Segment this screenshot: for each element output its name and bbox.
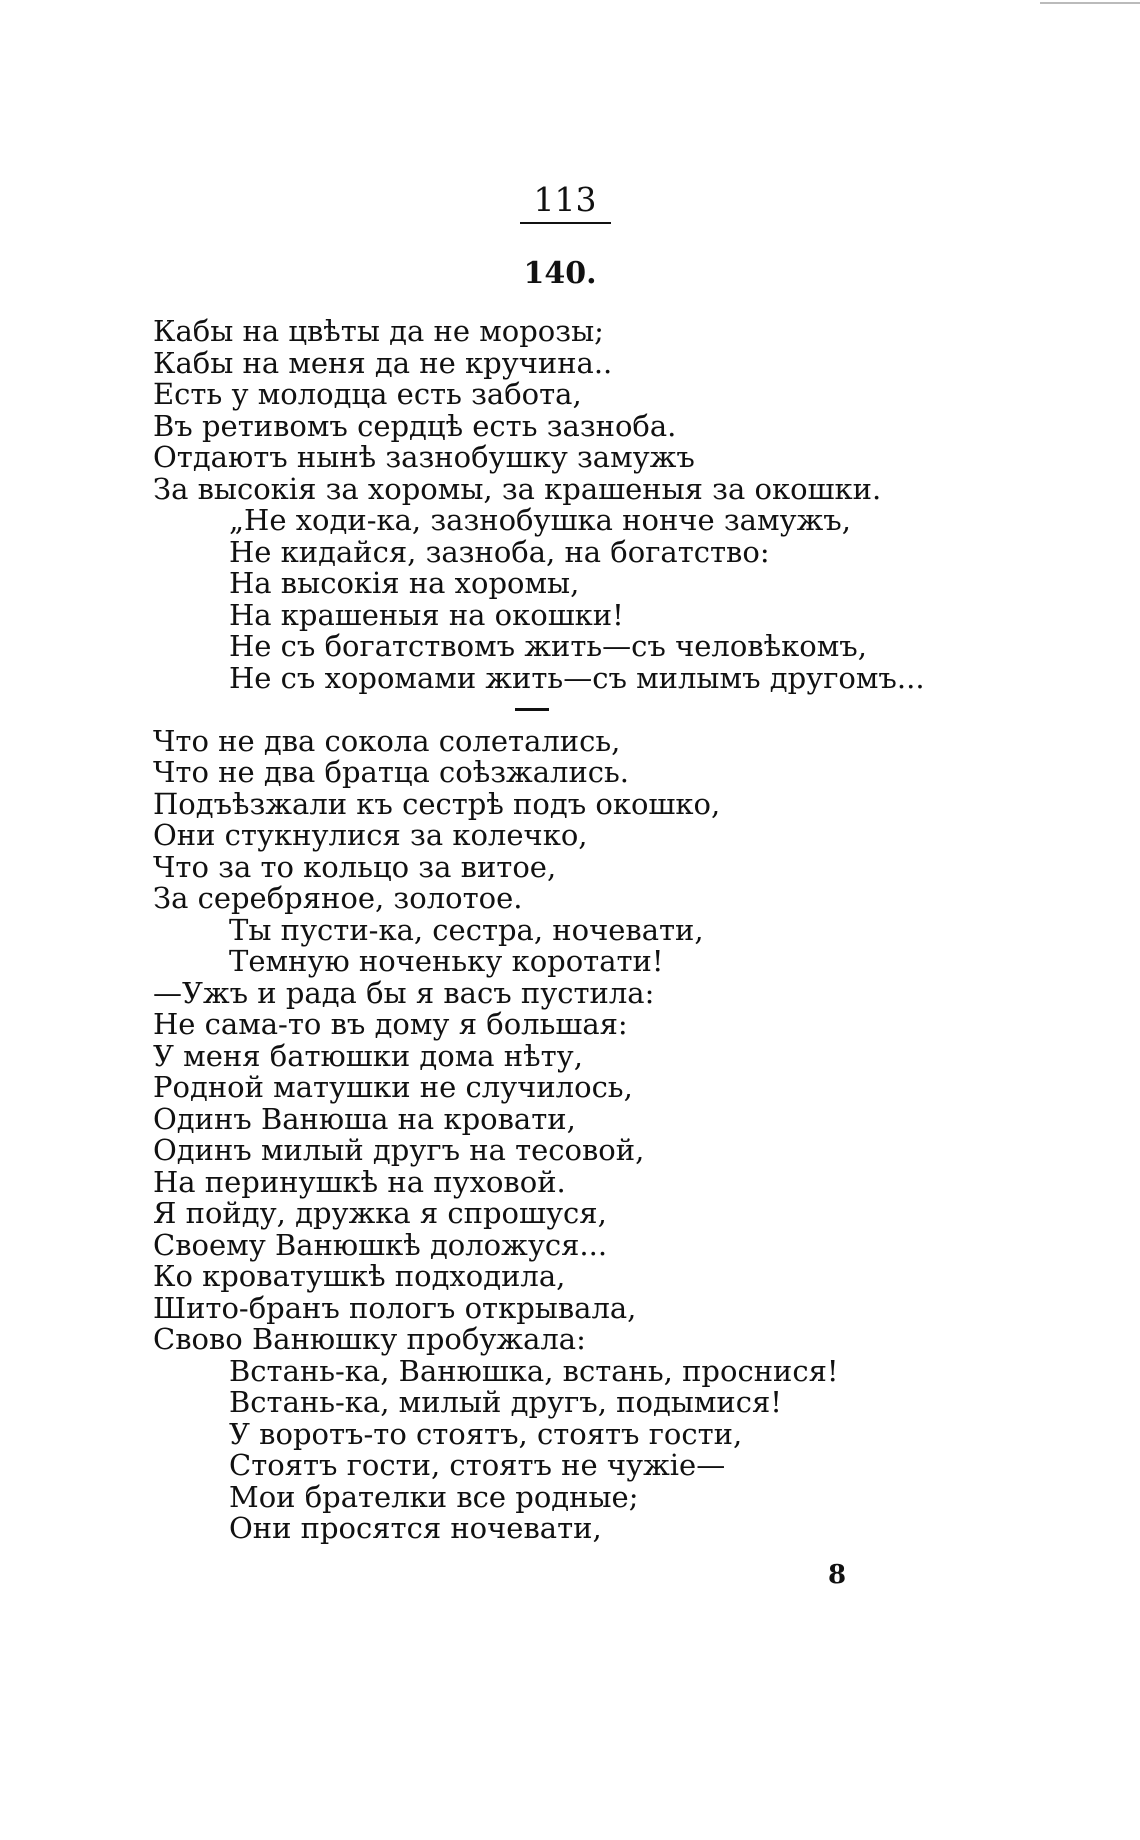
poem-line: На крашеныя на окошки! (229, 597, 624, 632)
top-edge-rule (1040, 2, 1140, 4)
separator-dash (515, 708, 549, 711)
poem-line: Что не два братца соѣзжались. (153, 755, 630, 789)
stanza-separator (153, 694, 953, 726)
poem-line: Что не два сокола солетались, (153, 723, 621, 758)
poem-line: У воротъ-то стоятъ, стоятъ гости, (229, 1416, 743, 1451)
poem-line: Темную ноченьку коротати! (229, 944, 664, 978)
signature-mark: 8 (828, 1560, 847, 1590)
poem-line: Они стукнулися за колечко, (153, 818, 588, 852)
poem-line: На высокія на хоромы, (229, 566, 580, 600)
poem-line: Не кидайся, зазноба, на богатство: (229, 534, 770, 569)
poem-line: Стоятъ гости, стоятъ не чужіе— (229, 1448, 726, 1482)
poem-line: Одинъ Ванюша на кровати, (153, 1101, 576, 1136)
poem-line: Не съ хоромами жить—съ милымъ другомъ... (229, 660, 925, 695)
poem-line: На перинушкѣ на пуховой. (153, 1164, 566, 1199)
poem-line: —Ужъ и рада бы я васъ пустила: (153, 975, 655, 1010)
poem-line: Я пойду, дружка я спрошуся, (153, 1196, 607, 1230)
poem-line: За серебряное, золотое. (153, 881, 523, 915)
poem-line: Что за то кольцо за витое, (153, 849, 557, 884)
poem-line: Подъѣзжали къ сестрѣ подъ окошко, (153, 786, 721, 821)
poem-line: У меня батюшки дома нѣту, (153, 1038, 583, 1073)
poem-number: 140. (523, 256, 597, 291)
poem-line: Встань-ка, милый другъ, подымися! (229, 1385, 782, 1419)
poem-line: Въ ретивомъ сердцѣ есть зазноба. (153, 408, 677, 443)
poem-line: Кабы на цвѣты да не морозы; (153, 314, 604, 348)
poem-line: Не сама-то въ дому я большая: (153, 1007, 628, 1041)
poem-line: Ко кроватушкѣ подходила, (153, 1259, 566, 1293)
poem-line: Своему Ванюшкѣ доложуся... (153, 1227, 608, 1262)
page-number: 113 (520, 180, 611, 224)
poem-line: Кабы на меня да не кручина.. (153, 345, 613, 380)
poem-line: „Не ходи-ка, зазнобушка нонче замужъ, (229, 503, 851, 537)
poem-line: Свово Ванюшку пробужала: (153, 1322, 586, 1356)
poem-line: Встань-ка, Ванюшка, встань, проснися! (229, 1353, 839, 1388)
poem-line: Они просятся ночевати, (229, 1511, 602, 1545)
poem-line: Мои брателки все родные; (229, 1479, 639, 1514)
poem-line: За высокія за хоромы, за крашеныя за окошки. (153, 471, 882, 506)
poem-line: Родной матушки не случилось, (153, 1070, 633, 1104)
poem-line: Одинъ милый другъ на тесовой, (153, 1133, 645, 1167)
page-header (0, 180, 1140, 224)
poem-line: Шито-бранъ пологъ открывала, (153, 1290, 637, 1325)
poem-line: Ты пусти-ка, сестра, ночевати, (229, 912, 704, 947)
poem-line: Отдаютъ нынѣ зазнобушку замужъ (153, 440, 695, 474)
poem-line: Есть у молодца есть забота, (153, 377, 582, 411)
poem-text (153, 316, 953, 1545)
poem-line: Не съ богатствомъ жить—съ человѣкомъ, (229, 629, 867, 663)
